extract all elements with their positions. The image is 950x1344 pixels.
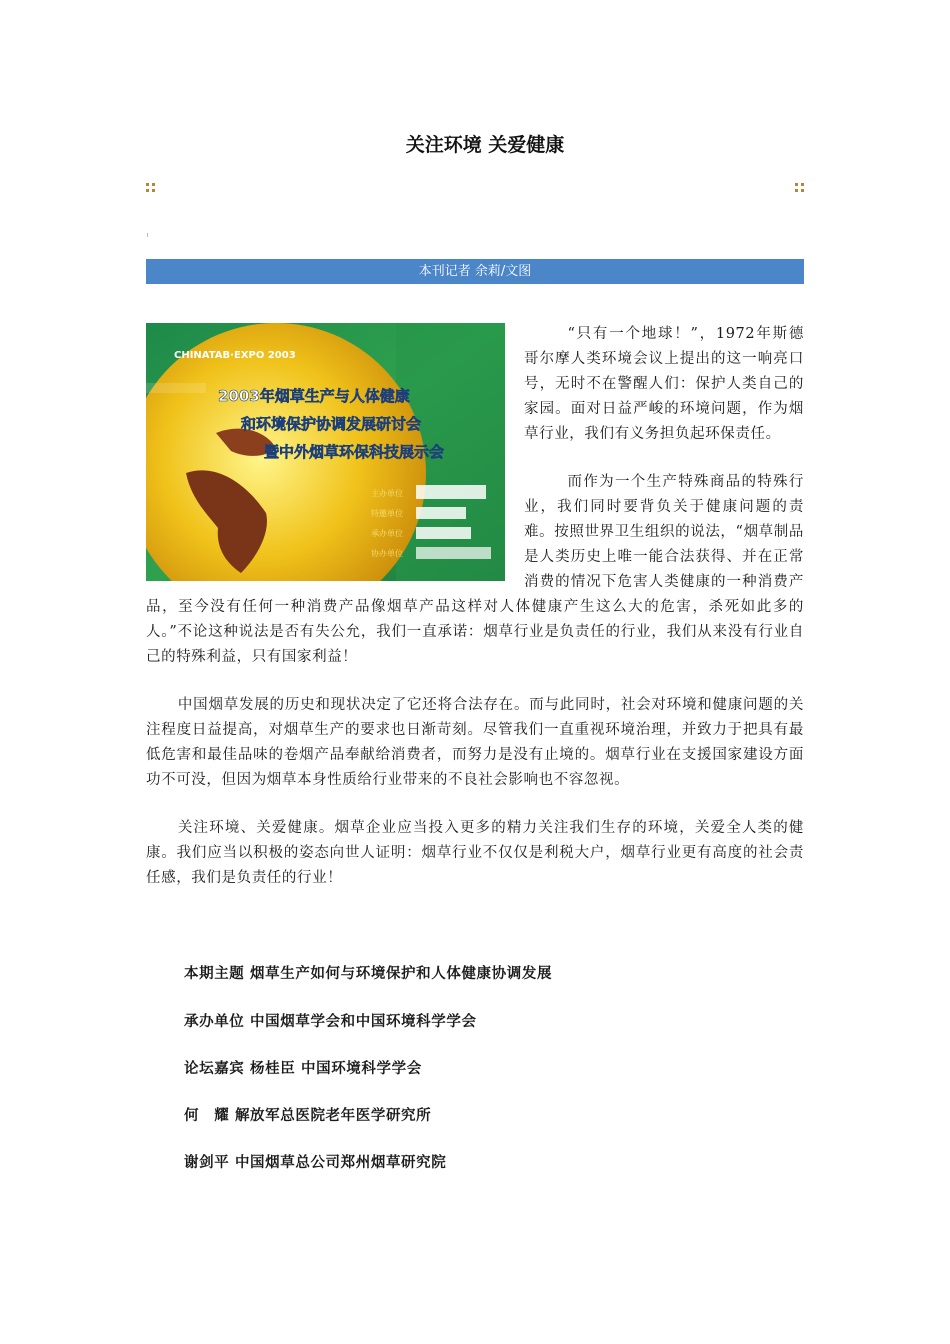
sponsor-label: 承办单位 (371, 529, 403, 538)
paragraph: “只有一个地球！”，1972年斯德哥尔摩人类环境会议上提出的这一响亮口号，无时不在警醒人们：保护人类自己的家园。面对日益严峻的环境问题，作为烟草行业，我们有义务担负起环保责任。 (524, 326, 804, 442)
expo-logo-text: CHINATAB·EXPO 2003 (174, 350, 296, 361)
article-title: 关注环境 关爱健康 (405, 134, 565, 156)
photo-headline-2: 和环境保护协调发展研讨会 (241, 415, 422, 433)
photo-headline-3: 暨中外烟草环保科技展示会 (264, 443, 445, 461)
photo-spacer (146, 322, 524, 584)
article-body (146, 322, 804, 914)
meta-organizer: 承办单位 中国烟草学会和中国环境科学学会 (184, 1013, 477, 1030)
meta-guest: 何 耀 解放军总医院老年医学研究所 (184, 1107, 432, 1124)
byline-banner: 本刊记者 余莉/文图 (146, 259, 804, 284)
paragraph: 而作为一个生产特殊商品的特殊行业，我们同时要背负关于健康问题的责难。按照世界卫生组织的说法，“烟草制品是人类历史上唯一能合法获得、并在正常消费的情况下危害人类健康的一种消费产品，至今没有任何一种消费产品像烟草产品这样对人体健康产生这么大的危害，杀死如此多的人。”不论这种说法是否有失公允，我们一直承诺：烟草行业是负责任的行业，我们从来没有行业自己的特殊利益，只有国家利益！ (146, 474, 804, 665)
meta-guest: 论坛嘉宾 杨桂臣 中国环境科学学会 (184, 1060, 422, 1077)
ornament-icon (146, 183, 155, 192)
sponsor-label: 特邀单位 (371, 509, 403, 518)
paragraph: 关注环境、关爱健康。烟草企业应当投入更多的精力关注我们生存的环境，关爱全人类的健康。我们应当以积极的姿态向世人证明：烟草行业不仅仅是利税大户，烟草行业更有高度的社会责任感，我们是负责任的行业！ (146, 820, 804, 886)
ornament-icon (795, 183, 804, 192)
sponsor-label: 协办单位 (371, 549, 403, 558)
photo-headline-1: 2003年烟草生产与人体健康 (218, 387, 410, 405)
meta-topic: 本期主题 烟草生产如何与环境保护和人体健康协调发展 (184, 965, 553, 982)
divider (147, 233, 148, 237)
paragraph: 中国烟草发展的历史和现状决定了它还将合法存在。而与此同时，社会对环境和健康问题的关注程度日益提高，对烟草生产的要求也日渐苛刻。尽管我们一直重视环境治理，并致力于把具有最低危害和最佳品味的卷烟产品奉献给消费者，而努力是没有止境的。烟草行业在支援国家建设方面功不可没，但因为烟草本身性质给行业带来的不良社会影响也不容忽视。 (146, 697, 804, 788)
sponsor-label: 主办单位 (371, 489, 403, 498)
meta-guest: 谢剑平 中国烟草总公司郑州烟草研究院 (184, 1154, 447, 1171)
